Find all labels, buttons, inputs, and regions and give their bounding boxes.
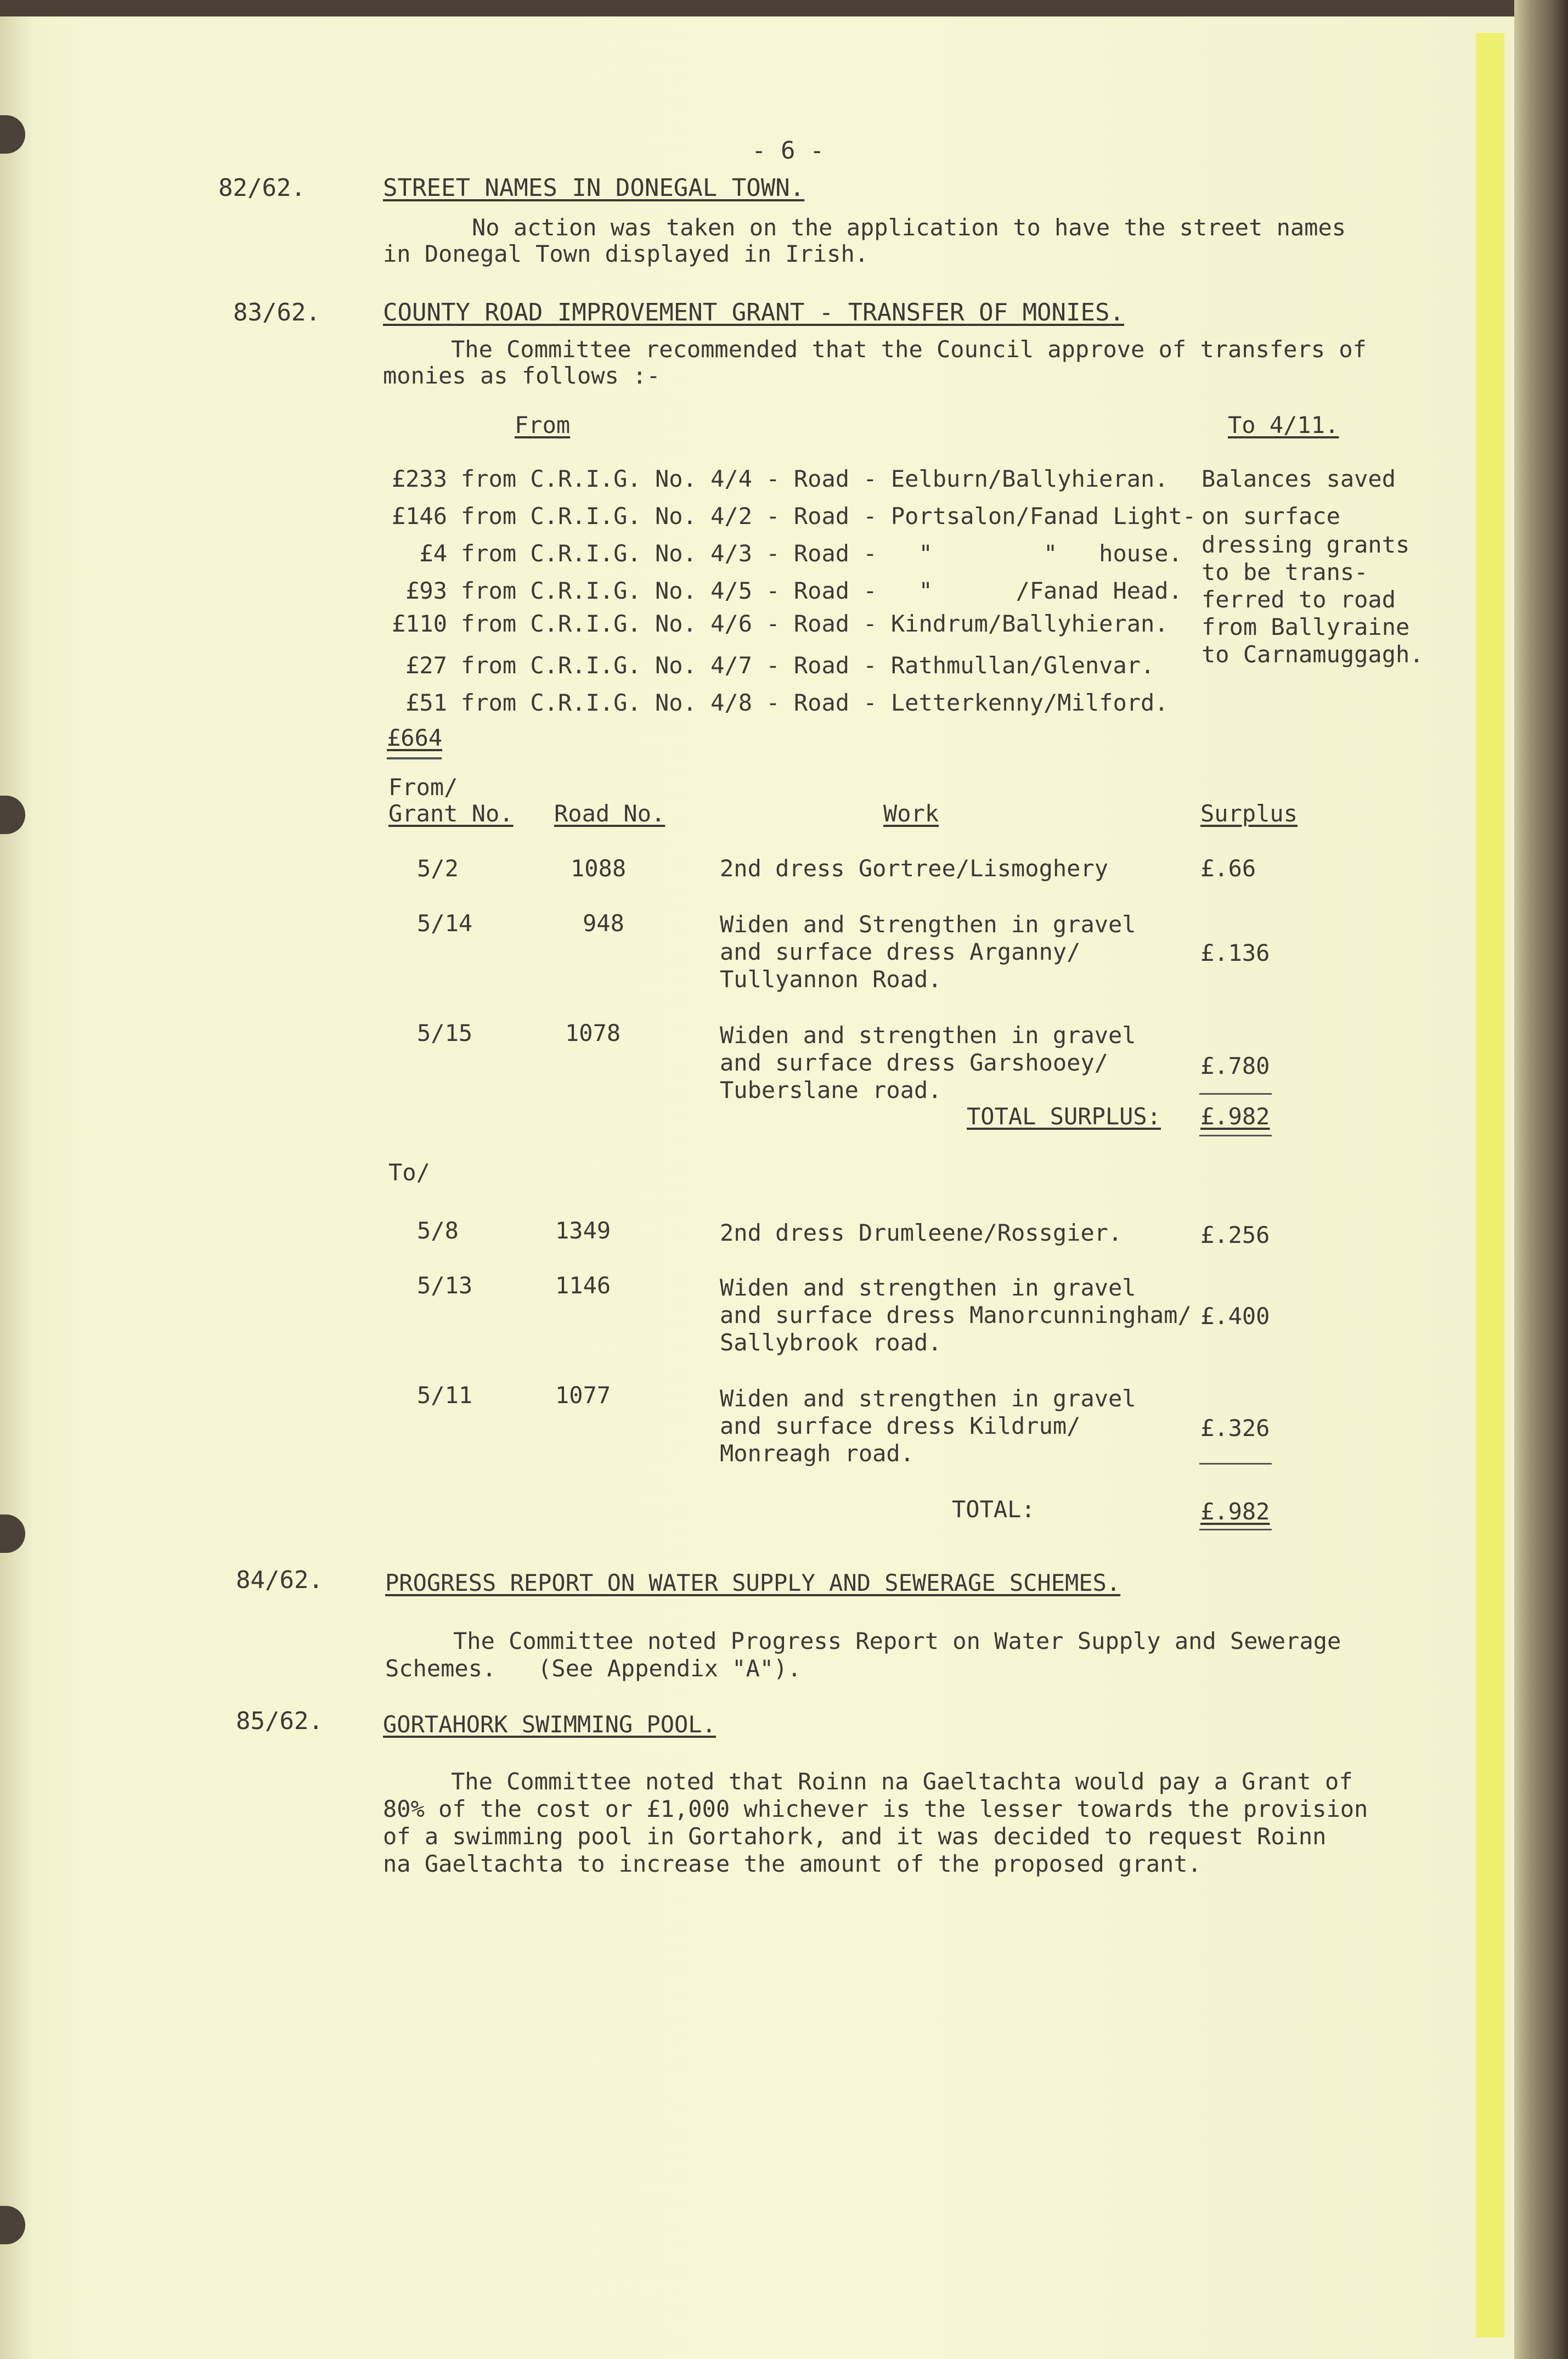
transfer-text: from C.R.I.G. No. 4/7 - Road - Rathmullan/Glenvar.: [461, 652, 1155, 679]
transfer-amount: £4: [419, 540, 447, 567]
total-value: £.982: [1200, 1498, 1270, 1525]
transfer-amount: £93: [405, 577, 447, 604]
total-surplus-value: £.982: [1200, 1103, 1270, 1130]
transfer-amount: £233: [391, 465, 447, 492]
road-no: 1077: [555, 1382, 611, 1409]
surplus-value: £.400: [1200, 1303, 1270, 1330]
to-note-line: to be trans-: [1202, 559, 1368, 585]
binder-hole: [0, 115, 25, 154]
road-no: 1349: [555, 1217, 611, 1244]
grant-no: 5/11: [417, 1382, 473, 1409]
road-no: 1146: [555, 1272, 611, 1299]
section-number: 84/62.: [236, 1566, 323, 1594]
work-line: Widen and Strengthen in gravel: [720, 911, 1136, 938]
transfer-text: from C.R.I.G. No. 4/8 - Road - Letterkenny/Milford.: [461, 689, 1169, 716]
transfers-total: £664: [387, 724, 443, 751]
paragraph-line: The Committee noted that Roinn na Gaeltachta would pay a Grant of: [451, 1768, 1353, 1795]
sum-rule: [1199, 1093, 1272, 1095]
section-heading: PROGRESS REPORT ON WATER SUPPLY AND SEWERAGE SCHEMES.: [385, 1569, 1121, 1596]
paragraph-line: of a swimming pool in Gortahork, and it was decided to request Roinn: [383, 1823, 1327, 1850]
double-underline: [1199, 1135, 1272, 1136]
paragraph-line: monies as follows :-: [383, 362, 661, 389]
work-header: Work: [883, 800, 939, 827]
paragraph-line: The Committee noted Progress Report on Water Supply and Sewerage: [453, 1628, 1341, 1654]
transfer-text: from C.R.I.G. No. 4/2 - Road - Portsalon/Fanad Light-: [461, 503, 1197, 530]
section-number: 82/62.: [218, 174, 306, 202]
grant-no: 5/8: [417, 1217, 459, 1244]
surplus-value: £.66: [1200, 855, 1256, 882]
work-line: 2nd dress Gortree/Lismoghery: [720, 855, 1109, 882]
road-no: 948: [583, 910, 624, 937]
paragraph-line: na Gaeltachta to increase the amount of the proposed grant.: [383, 1850, 1202, 1877]
surplus-value: £.780: [1200, 1052, 1270, 1079]
transfer-amount: £110: [391, 610, 447, 637]
road-no: 1078: [565, 1020, 621, 1046]
work-line: Tullyannon Road.: [720, 966, 942, 993]
binder-edge: [1514, 0, 1568, 2359]
surplus-header: Surplus: [1200, 800, 1298, 827]
grant-no: 5/15: [417, 1020, 473, 1046]
transfer-amount: £51: [405, 689, 447, 716]
road-no-header: Road No.: [554, 800, 665, 827]
to-note-line: on surface: [1202, 503, 1340, 530]
work-line: Widen and strengthen in gravel: [720, 1274, 1136, 1301]
transfer-text: from C.R.I.G. No. 4/3 - Road - " " house.: [461, 540, 1182, 567]
work-line: Tuberslane road.: [720, 1077, 942, 1104]
work-line: and surface dress Arganny/: [720, 938, 1081, 965]
to-header: To/: [388, 1159, 430, 1186]
binder-hole: [0, 796, 25, 834]
paragraph-line: 80% of the cost or £1,000 whichever is the lesser towards the provision: [383, 1795, 1368, 1822]
work-line: and surface dress Manorcunningham/: [720, 1302, 1192, 1328]
page-number: - 6 -: [752, 137, 825, 165]
double-underline: [387, 757, 442, 759]
work-line: Widen and strengthen in gravel: [720, 1022, 1136, 1049]
work-line: and surface dress Kildrum/: [720, 1412, 1081, 1439]
work-line: 2nd dress Drumleene/Rossgier.: [720, 1219, 1123, 1246]
total-label: TOTAL:: [952, 1496, 1035, 1523]
grant-no-header: Grant No.: [388, 800, 514, 827]
grant-no: 5/14: [417, 910, 473, 937]
section-number: 83/62.: [233, 299, 320, 326]
paragraph-line: Schemes. (See Appendix "A").: [385, 1655, 802, 1682]
from-header: From/: [388, 774, 458, 801]
grant-no: 5/2: [417, 855, 459, 882]
surplus-value: £.326: [1200, 1415, 1270, 1442]
section-heading: STREET NAMES IN DONEGAL TOWN.: [383, 174, 805, 202]
sum-rule: [1199, 1463, 1272, 1465]
to-note-line: ferred to road: [1202, 586, 1396, 613]
from-label: From: [515, 412, 571, 438]
work-line: Monreagh road.: [720, 1440, 915, 1467]
binder-hole: [0, 2206, 25, 2244]
transfer-amount: £146: [391, 503, 447, 530]
transfer-amount: £27: [405, 652, 447, 679]
work-line: Widen and strengthen in gravel: [720, 1385, 1136, 1412]
to-label: To 4/11.: [1228, 412, 1339, 438]
section-heading: GORTAHORK SWIMMING POOL.: [383, 1711, 716, 1738]
to-note-line: dressing grants: [1202, 531, 1410, 558]
transfer-text: from C.R.I.G. No. 4/6 - Road - Kindrum/Ballyhieran.: [461, 610, 1169, 637]
total-surplus-label: TOTAL SURPLUS:: [967, 1103, 1161, 1130]
binder-hole: [0, 1515, 25, 1553]
road-no: 1088: [571, 855, 627, 882]
page-tab-strip: [1476, 33, 1504, 2338]
surplus-value: £.256: [1200, 1221, 1270, 1248]
paragraph-line: The Committee recommended that the Council approve of transfers of: [451, 336, 1367, 363]
work-line: and surface dress Garshooey/: [720, 1049, 1109, 1076]
transfer-text: from C.R.I.G. No. 4/4 - Road - Eelburn/Ballyhieran.: [461, 465, 1169, 492]
to-note-line: Balances saved: [1202, 465, 1396, 492]
surplus-value: £.136: [1200, 939, 1270, 966]
grant-no: 5/13: [417, 1272, 473, 1299]
work-line: Sallybrook road.: [720, 1329, 942, 1356]
double-underline: [1199, 1529, 1272, 1530]
to-note-line: from Ballyraine: [1202, 613, 1410, 640]
top-edge: [0, 0, 1514, 16]
to-note-line: to Carnamuggagh.: [1202, 641, 1424, 668]
transfer-text: from C.R.I.G. No. 4/5 - Road - " /Fanad Head.: [461, 577, 1182, 604]
paragraph-line: in Donegal Town displayed in Irish.: [383, 240, 869, 267]
section-number: 85/62.: [236, 1707, 323, 1735]
paragraph-line: No action was taken on the application to have the street names: [472, 214, 1346, 241]
section-heading: COUNTY ROAD IMPROVEMENT GRANT - TRANSFER OF MONIES.: [383, 299, 1125, 326]
